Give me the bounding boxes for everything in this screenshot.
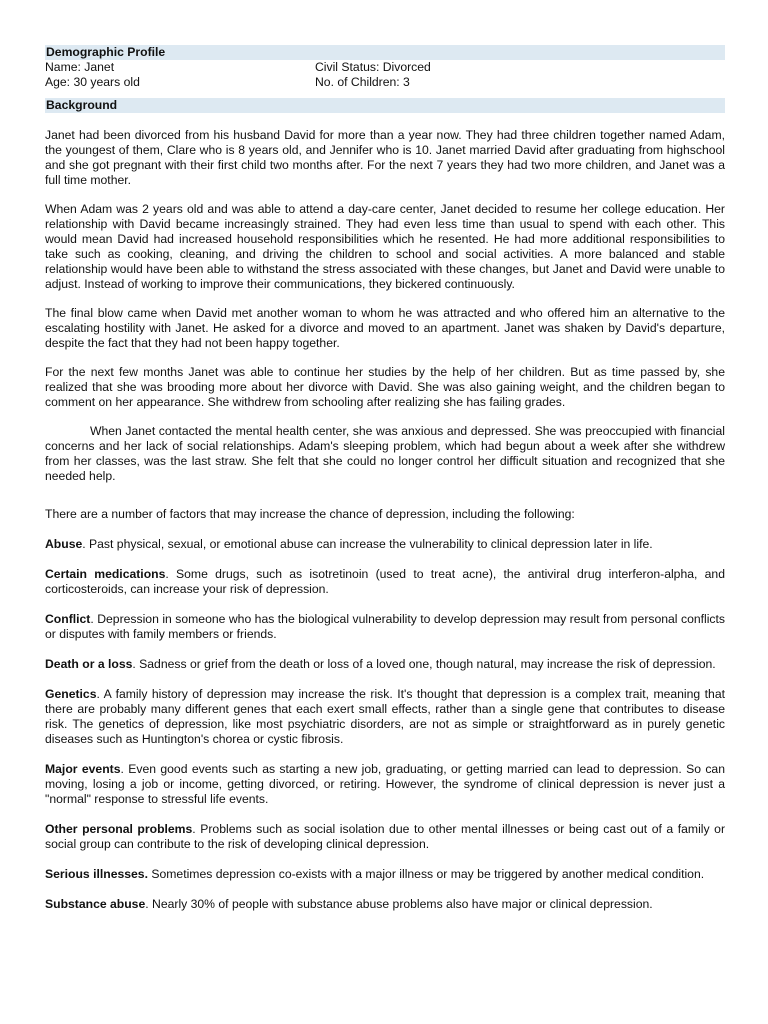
factor-text: . Problems such as social isolation due to other mental illnesses or being cast out of a family or social group can contribute to the risk of developing clinical depression. — [45, 822, 725, 851]
factor-title: Conflict — [45, 612, 91, 626]
demographic-profile-header: Demographic Profile — [45, 45, 725, 60]
profile-children: No. of Children: 3 — [315, 75, 410, 89]
factor-item — [45, 687, 725, 747]
background-paragraph: Janet had been divorced from his husband David for more than a year now. They had three children together named Adam, the youngest of them, Clare who is 8 years old, and Jennifer who is 10. Janet married David after graduating from highschool and she got pregnant with their first child two months after. For the next 7 years they had two more children, and Janet was a full time mother. — [45, 128, 725, 187]
factor-text: . Nearly 30% of people with substance abuse problems also have major or clinical depression. — [145, 897, 653, 911]
factor-item — [45, 657, 725, 672]
factor-title: Death or a loss — [45, 657, 133, 671]
factor-title: Substance abuse — [45, 897, 146, 911]
profile-row-1 — [45, 60, 725, 75]
factor-text: . Past physical, sexual, or emotional abuse can increase the vulnerability to clinical depression later in life. — [82, 537, 653, 551]
profile-name: Name: Janet — [45, 60, 115, 74]
factors-intro: There are a number of factors that may increase the chance of depression, including the following: — [45, 507, 575, 521]
background-paragraph: The final blow came when David met another woman to whom he was attracted and who offered him an alternative to the escalating hostility with Janet. He asked for a divorce and moved to an apartment. Janet was shaken by David's departure, despite the fact that they had not been happy together. — [45, 306, 725, 350]
background-header: Background — [45, 98, 725, 113]
factor-item — [45, 612, 725, 642]
factor-item — [45, 867, 725, 882]
factor-title: Other personal problems — [45, 822, 193, 836]
profile-row-2 — [45, 75, 725, 90]
factor-text: . Even good events such as starting a new job, graduating, or getting married can lead to depression. So can moving, losing a job or income, getting divorced, or retiring. However, the syndrome of clinical depression is never just a "normal" response to stressful life events. — [45, 762, 725, 806]
factor-text: . Depression in someone who has the biological vulnerability to develop depression may result from personal conflicts or disputes with family members or friends. — [45, 612, 725, 641]
factor-text: . Some drugs, such as isotretinoin (used to treat acne), the antiviral drug interferon-alpha, and corticosteroids, can increase your risk of depression. — [45, 567, 725, 596]
factor-item — [45, 897, 725, 912]
factor-item — [45, 762, 725, 807]
factor-title: Genetics — [45, 687, 97, 701]
factor-text: . A family history of depression may increase the risk. It's thought that depression is a complex trait, meaning that there are probably many different genes that each exert small effects, rather than a single gene that contributes to disease risk. The genetics of depression, like most psychiatric disorders, are not as simple or straightforward as in purely genetic diseases such as Huntington's chorea or cystic fibrosis. — [45, 687, 725, 746]
factor-item — [45, 822, 725, 852]
profile-age: Age: 30 years old — [45, 75, 140, 89]
factor-title: Major events — [45, 762, 121, 776]
factor-title: Serious illnesses. — [45, 867, 148, 881]
background-paragraph: For the next few months Janet was able to continue her studies by the help of her children. But as time passed by, she realized that she was brooding more about her divorce with David. She was also gaining weight, and the children began to comment on her appearance. She withdrew from schooling after realizing she has failing grades. — [45, 365, 725, 409]
factor-title: Certain medications — [45, 567, 166, 581]
factor-text: Sometimes depression co-exists with a major illness or may be triggered by another medical condition. — [147, 867, 705, 881]
profile-civil-status: Civil Status: Divorced — [315, 60, 431, 74]
factor-text: . Sadness or grief from the death or loss of a loved one, though natural, may increase the risk of depression. — [132, 657, 716, 671]
document-content — [45, 45, 725, 912]
background-paragraph: When Adam was 2 years old and was able to attend a day-care center, Janet decided to resume her college education. Her relationship with David became increasingly strained. They had even less time than usual to spend with each other. This would mean David had increased household responsibilities which he resented. He had more additional responsibilities to take such as cooking, cleaning, and driving the children to school and social activities. A more balanced and stable relationship would have been able to withstand the stress associated with these changes, but Janet and David were unable to adjust. Instead of working to improve their communications, they bickered continuously. — [45, 202, 725, 291]
factor-title: Abuse — [45, 537, 83, 551]
factor-item — [45, 567, 725, 597]
factor-item — [45, 537, 725, 552]
background-paragraph: When Janet contacted the mental health center, she was anxious and depressed. She was preoccupied with financial concerns and her lack of social relationships. Adam's sleeping problem, which had begun about a week after she withdrew from her classes, was the last straw. She felt that she could no longer control her difficult situation and recognized that she needed help. — [45, 424, 725, 483]
